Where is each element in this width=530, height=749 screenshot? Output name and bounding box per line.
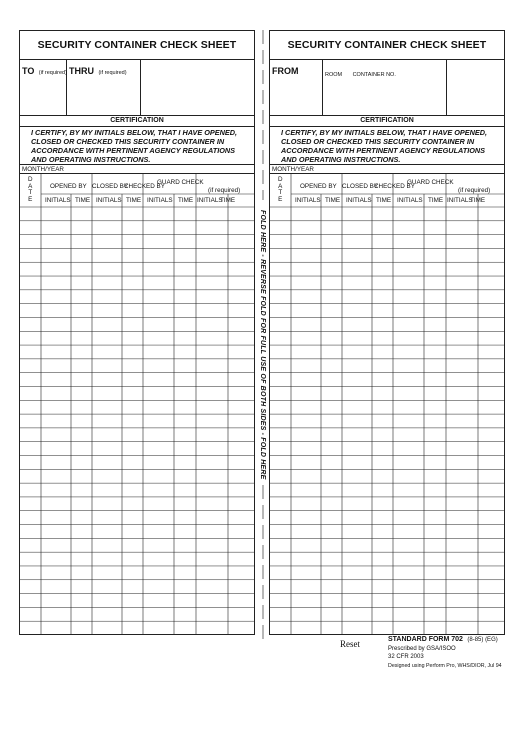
- col-time: TIME: [75, 197, 91, 204]
- room-label: ROOM: [325, 72, 343, 78]
- form-edition: (8-85) (EG): [467, 637, 498, 643]
- month-year-field[interactable]: MONTH/YEAR: [269, 164, 505, 174]
- col-initials: INITIALS: [147, 197, 173, 204]
- month-year-field[interactable]: MONTH/YEAR: [19, 164, 255, 174]
- if-required-note: (if required): [458, 187, 491, 194]
- guard-check-header: GUARD CHECK: [407, 179, 454, 186]
- checked-by-header: CHECKED BY: [374, 183, 415, 190]
- col-initials: INITIALS: [447, 197, 473, 204]
- closed-by-header: CLOSED BY: [342, 183, 379, 190]
- form-footer: [388, 633, 502, 670]
- left-sheet-title: SECURITY CONTAINER CHECK SHEET: [19, 30, 255, 60]
- right-check-sheet: [269, 30, 505, 635]
- certification-heading: CERTIFICATION: [269, 116, 505, 127]
- col-time: TIME: [178, 197, 194, 204]
- certification-text: I CERTIFY, BY MY INITIALS BELOW, THAT I HAVE OPENED, CLOSED OR CHECKED THIS SECURITY CONTAINER IN ACCORDANCE WITH PERTINENT AGENCY REGULATIONS AND OPERATING INSTRUCTIONS.: [19, 127, 255, 164]
- col-initials: INITIALS: [45, 197, 71, 204]
- guard-check-header: GUARD CHECK: [157, 179, 204, 186]
- certification-heading: CERTIFICATION: [19, 116, 255, 127]
- col-time: TIME: [126, 197, 142, 204]
- date-letter: T: [28, 189, 33, 196]
- prescribed-by: Prescribed by GSA/ISOO: [388, 645, 456, 652]
- col-time: TIME: [220, 197, 236, 204]
- to-thru-box: [19, 60, 255, 116]
- check-grid-right[interactable]: [269, 174, 505, 635]
- opened-by-header: OPENED BY: [300, 183, 337, 190]
- from-box: [269, 60, 505, 116]
- to-field[interactable]: [20, 60, 67, 115]
- fold-here-text: FOLD HERE - REVERSE FOLD FOR FULL USE OF BOTH SIDES - FOLD HERE: [259, 210, 266, 480]
- closed-by-header: CLOSED BY: [92, 183, 129, 190]
- col-initials: INITIALS: [197, 197, 223, 204]
- col-initials: INITIALS: [346, 197, 372, 204]
- left-check-sheet: [19, 30, 255, 635]
- standard-form-label: STANDARD FORM 702: [388, 636, 463, 643]
- date-header-left: [28, 177, 33, 203]
- col-initials: INITIALS: [96, 197, 122, 204]
- date-letter: E: [28, 195, 33, 203]
- room-container-field[interactable]: [323, 60, 447, 115]
- col-initials: INITIALS: [397, 197, 423, 204]
- date-letter: T: [278, 189, 283, 196]
- col-time: TIME: [428, 197, 444, 204]
- check-grid-left[interactable]: [19, 174, 255, 635]
- container-no-label: CONTAINER NO.: [352, 72, 396, 78]
- thru-field[interactable]: [67, 60, 141, 115]
- col-initials: INITIALS: [295, 197, 321, 204]
- date-header-right: [278, 177, 283, 203]
- right-sheet-title: SECURITY CONTAINER CHECK SHEET: [269, 30, 505, 60]
- date-letter: E: [278, 195, 283, 203]
- col-time: TIME: [470, 197, 486, 204]
- to-note: (if required): [38, 70, 67, 76]
- designed-by: Designed using Perform Pro, WHS/DIOR, Jul 94: [388, 662, 502, 669]
- date-letter: D: [278, 176, 283, 183]
- thru-note: (if required): [98, 70, 127, 76]
- from-label: FROM: [272, 66, 299, 76]
- date-letter: A: [278, 182, 283, 190]
- opened-by-header: OPENED BY: [50, 183, 87, 190]
- col-time: TIME: [325, 197, 341, 204]
- thru-label: THRU: [69, 66, 94, 76]
- date-letter: D: [28, 176, 33, 183]
- reset-button[interactable]: Reset: [340, 639, 360, 649]
- if-required-note: (if required): [208, 187, 241, 194]
- col-time: TIME: [376, 197, 392, 204]
- date-letter: A: [28, 182, 33, 190]
- to-label: TO: [22, 66, 35, 76]
- cfr-reference: 32 CFR 2003: [388, 654, 424, 660]
- certification-text: I CERTIFY, BY MY INITIALS BELOW, THAT I HAVE OPENED, CLOSED OR CHECKED THIS SECURITY CONTAINER IN ACCORDANCE WITH PERTINENT AGENCY REGULATIONS AND OPERATING INSTRUCTIONS.: [269, 127, 505, 164]
- from-field[interactable]: [270, 60, 323, 115]
- checked-by-header: CHECKED BY: [124, 183, 165, 190]
